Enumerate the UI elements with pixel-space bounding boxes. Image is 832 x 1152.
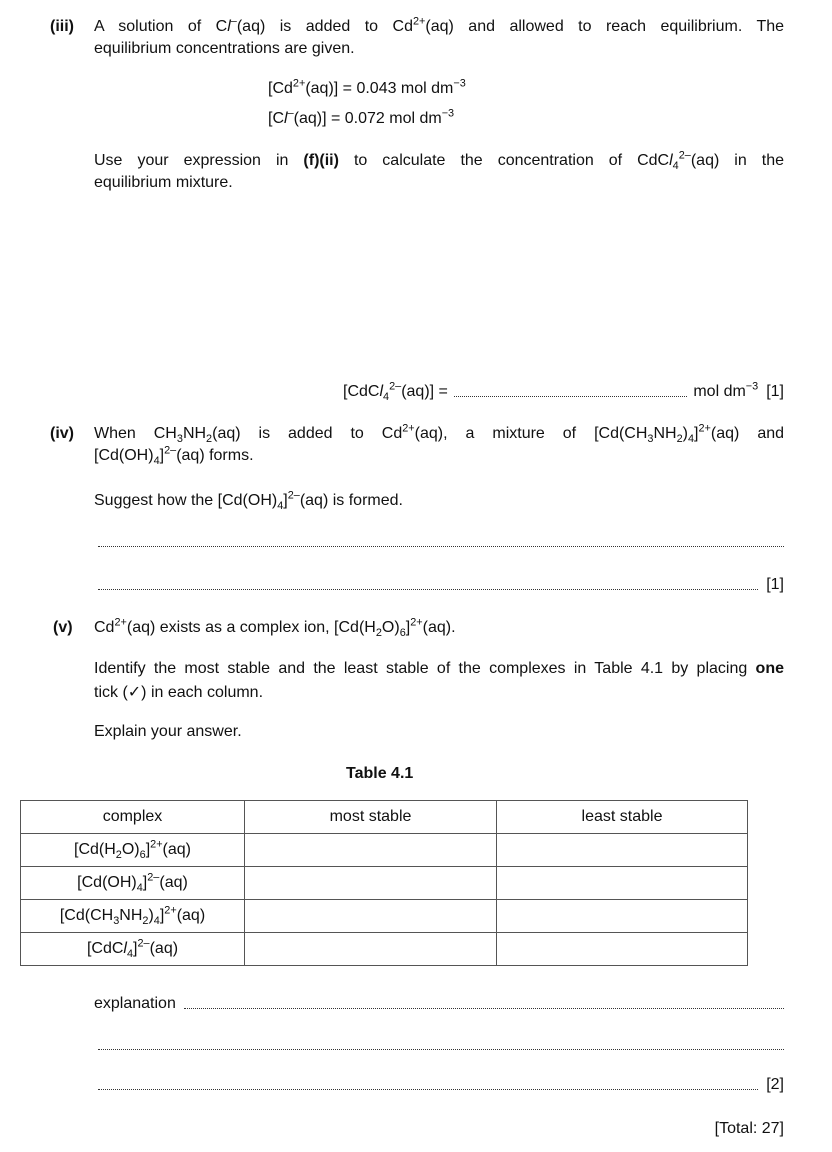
question-iii-text [94, 15, 785, 58]
explanation-row [94, 995, 784, 1013]
tick-cell-least-stable[interactable] [497, 933, 748, 966]
q-iii-line1: A solution of Cl–(aq) is added to $Cd^{2+}(aq)$ and allowed to reach equilibrium. The [94, 15, 785, 35]
tick-cell-most-stable[interactable] [245, 834, 497, 867]
q-v-explain: Explain your answer. [94, 723, 242, 740]
explanation-label: explanation [94, 995, 176, 1012]
q-iii-use-line2: equilibrium mixture. [94, 174, 233, 191]
mark-v: [2] [766, 1076, 784, 1093]
answer-line-iv-2[interactable] [98, 589, 758, 590]
mark-iv: [1] [766, 576, 784, 593]
complex-cell: $[Cd(H_2O)_6]^{2+}(aq)$ [21, 834, 245, 867]
question-number-iv: (iv) [50, 425, 74, 442]
tick-cell-most-stable[interactable] [245, 933, 497, 966]
question-number-v: (v) [53, 619, 73, 636]
table-row [21, 867, 748, 900]
header-complex: complex [21, 801, 245, 834]
q-v-identify2: tick (✓) in each column. [94, 684, 264, 701]
explanation-line-3-row [98, 1076, 784, 1094]
answer-line-iii [343, 380, 784, 404]
question-number-iii: (iii) [50, 18, 74, 35]
q-iii-line2: equilibrium concentrations are given. [94, 40, 355, 57]
tick-cell-most-stable[interactable] [245, 867, 497, 900]
complex-cell: $[Cd(CH_3NH_2)_4]^{2+}(aq)$ [21, 900, 245, 933]
header-most-stable: most stable [245, 801, 497, 834]
explanation-line-2[interactable] [98, 1049, 784, 1050]
complex-cell: $[Cd(OH)_4]^{2-}(aq)$ [21, 867, 245, 900]
q-v-identify1: Identify the most stable and the least stable of the complexes in Table 4.1 by placing one [94, 660, 784, 677]
question-v-instruction [94, 660, 784, 702]
explanation-line-1[interactable] [184, 1008, 784, 1009]
answer-unit: mol $dm^{-3}$ [693, 380, 759, 400]
equation-cl-concentration: [Cl–(aq)] = 0.072 mol $dm^{-3}$ [268, 107, 455, 127]
q-iii-use-line1: Use your expression in (f)(ii) to calculate the concentration of CdCl$_4^{2-}$(aq) in the [94, 149, 784, 173]
tick-cell-least-stable[interactable] [497, 900, 748, 933]
explanation-line-3[interactable] [98, 1089, 758, 1090]
table-header-row [21, 801, 748, 834]
q-v-line1: $Cd^{2+}(aq)$ exists as a complex ion, $[Cd(H_2O)_6]^{2+}(aq)$. [94, 616, 456, 640]
mark-iii: [1] [766, 383, 784, 400]
tick-cell-least-stable[interactable] [497, 867, 748, 900]
q-iv-line2: $[Cd(OH)_4]^{2-}(aq)$ forms. [94, 444, 254, 468]
answer-line-iv-2-row [98, 576, 784, 594]
complex-cell: [CdCl$_4$]$^{2-}$(aq) [21, 933, 245, 966]
equation-cd-concentration: $[Cd^{2+}(aq)] = 0.043$ mol $dm^{-3}$ [268, 77, 466, 97]
table-row [21, 900, 748, 933]
total-marks: [Total: 27] [714, 1120, 784, 1137]
table-row [21, 834, 748, 867]
question-iv-text [94, 422, 785, 468]
table-caption: Table 4.1 [346, 765, 414, 782]
header-least-stable: least stable [497, 801, 748, 834]
question-iii-instruction [94, 149, 784, 192]
answer-label: [CdCl$_4^{2-}$(aq)] = [343, 380, 453, 404]
answer-field-concentration[interactable] [454, 396, 687, 397]
answer-line-iv-1[interactable] [98, 546, 784, 547]
q-iv-suggest: Suggest how the $[Cd(OH)_4]^{2-}(aq)$ is formed. [94, 489, 403, 513]
tick-cell-most-stable[interactable] [245, 900, 497, 933]
tick-cell-least-stable[interactable] [497, 834, 748, 867]
complexes-table [20, 800, 748, 966]
q-iv-line1: When $CH_3NH_2(aq)$ is added to $Cd^{2+}(aq)$, a mixture of $[Cd(CH_3NH_2)_4]^{2+}(aq)$ and [94, 422, 785, 446]
table-row [21, 933, 748, 966]
